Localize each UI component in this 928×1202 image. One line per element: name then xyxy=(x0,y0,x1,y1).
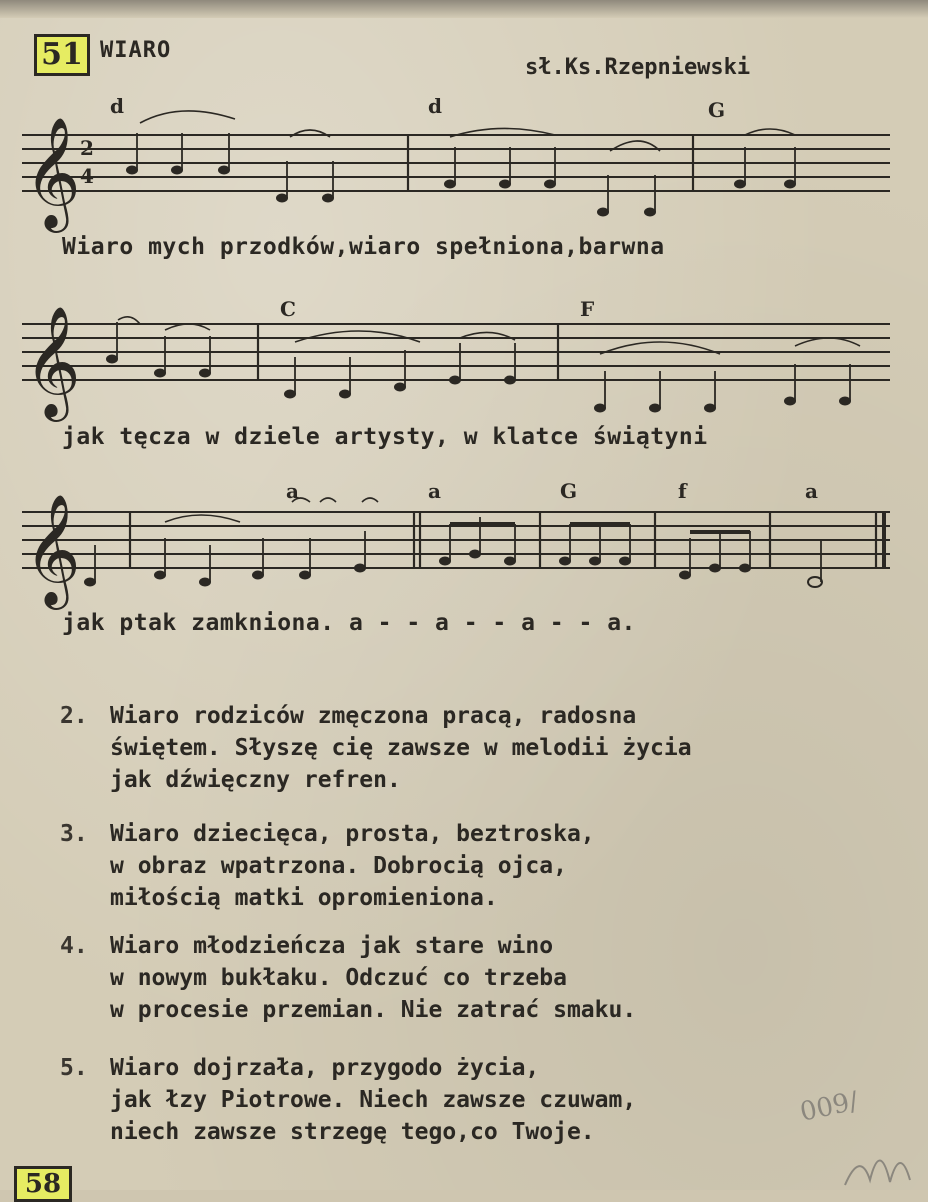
chord-label: a xyxy=(805,479,818,503)
verse-line: świętem. Słyszę cię zawsze w melodii życia xyxy=(110,735,692,761)
verse-number: 2. xyxy=(60,703,88,729)
verse-line: w procesie przemian. Nie zatrać smaku. xyxy=(110,997,637,1023)
chord-label: d xyxy=(428,94,442,118)
page-top-shadow xyxy=(0,0,928,18)
verse-line: Wiaro młodzieńcza jak stare wino xyxy=(110,933,554,959)
verse-line: Wiaro dojrzała, przygodo życia, xyxy=(110,1055,540,1081)
verse-number: 4. xyxy=(60,933,88,959)
chord-label: G xyxy=(708,98,726,122)
treble-clef-icon: 𝄞 xyxy=(24,305,81,417)
verse-number: 5. xyxy=(60,1055,88,1081)
music-staff-1 xyxy=(0,95,928,230)
staff-lines xyxy=(22,324,890,380)
pencil-scribble xyxy=(840,1120,920,1190)
chord-label: a xyxy=(286,479,299,503)
verse-line: niech zawsze strzegę tego,co Twoje. xyxy=(110,1119,595,1145)
lyric-line-3: jak ptak zamkniona. a - - a - - a - - a. xyxy=(62,610,636,636)
time-signature-bottom: 4 xyxy=(80,164,94,188)
lyric-line-2: jak tęcza w dziele artysty, w klatce świątyni xyxy=(62,424,708,450)
notes xyxy=(126,133,796,217)
chord-label: F xyxy=(580,297,595,321)
song-title: WIARO xyxy=(100,38,172,63)
music-staff-3 xyxy=(0,478,928,608)
chord-label: d xyxy=(110,94,124,118)
staff-lines xyxy=(22,512,890,568)
verse-3 xyxy=(60,818,595,914)
verse-line: Wiaro dziecięca, prosta, beztroska, xyxy=(110,821,595,847)
verse-line: w nowym bukłaku. Odczuć co trzeba xyxy=(110,965,567,991)
music-staff-2 xyxy=(0,290,928,420)
chord-label: G xyxy=(560,479,578,503)
pencil-note: 009/ xyxy=(797,1086,861,1128)
verse-line: miłością matki opromieniona. xyxy=(110,885,498,911)
slurs xyxy=(118,317,860,354)
verse-5 xyxy=(60,1052,636,1148)
verse-line: jak dźwięczny refren. xyxy=(110,767,401,793)
verse-line: jak łzy Piotrowe. Niech zawsze czuwam, xyxy=(110,1087,637,1113)
treble-clef-icon: 𝄞 xyxy=(24,493,81,605)
slurs xyxy=(165,498,378,522)
notes xyxy=(106,322,851,413)
notes xyxy=(84,517,822,587)
verse-2 xyxy=(60,700,692,796)
verse-line: Wiaro rodziców zmęczona pracą, radosna xyxy=(110,703,637,729)
chord-label: C xyxy=(280,297,296,321)
slurs xyxy=(140,111,795,151)
verse-number: 3. xyxy=(60,821,88,847)
verse-line: w obraz wpatrzona. Dobrocią ojca, xyxy=(110,853,567,879)
verse-4 xyxy=(60,930,636,1026)
staff-lines xyxy=(22,135,890,191)
chord-label: a xyxy=(428,479,441,503)
lyric-line-1: Wiaro mych przodków,wiaro spełniona,barwna xyxy=(62,234,665,260)
chord-label: f xyxy=(678,479,687,503)
song-author: sł.Ks.Rzepniewski xyxy=(525,55,751,80)
song-number-box: 51 xyxy=(34,34,90,76)
next-song-number-box: 58 xyxy=(14,1166,72,1202)
treble-clef-icon: 𝄞 xyxy=(24,116,81,228)
time-signature-top: 2 xyxy=(80,136,94,160)
